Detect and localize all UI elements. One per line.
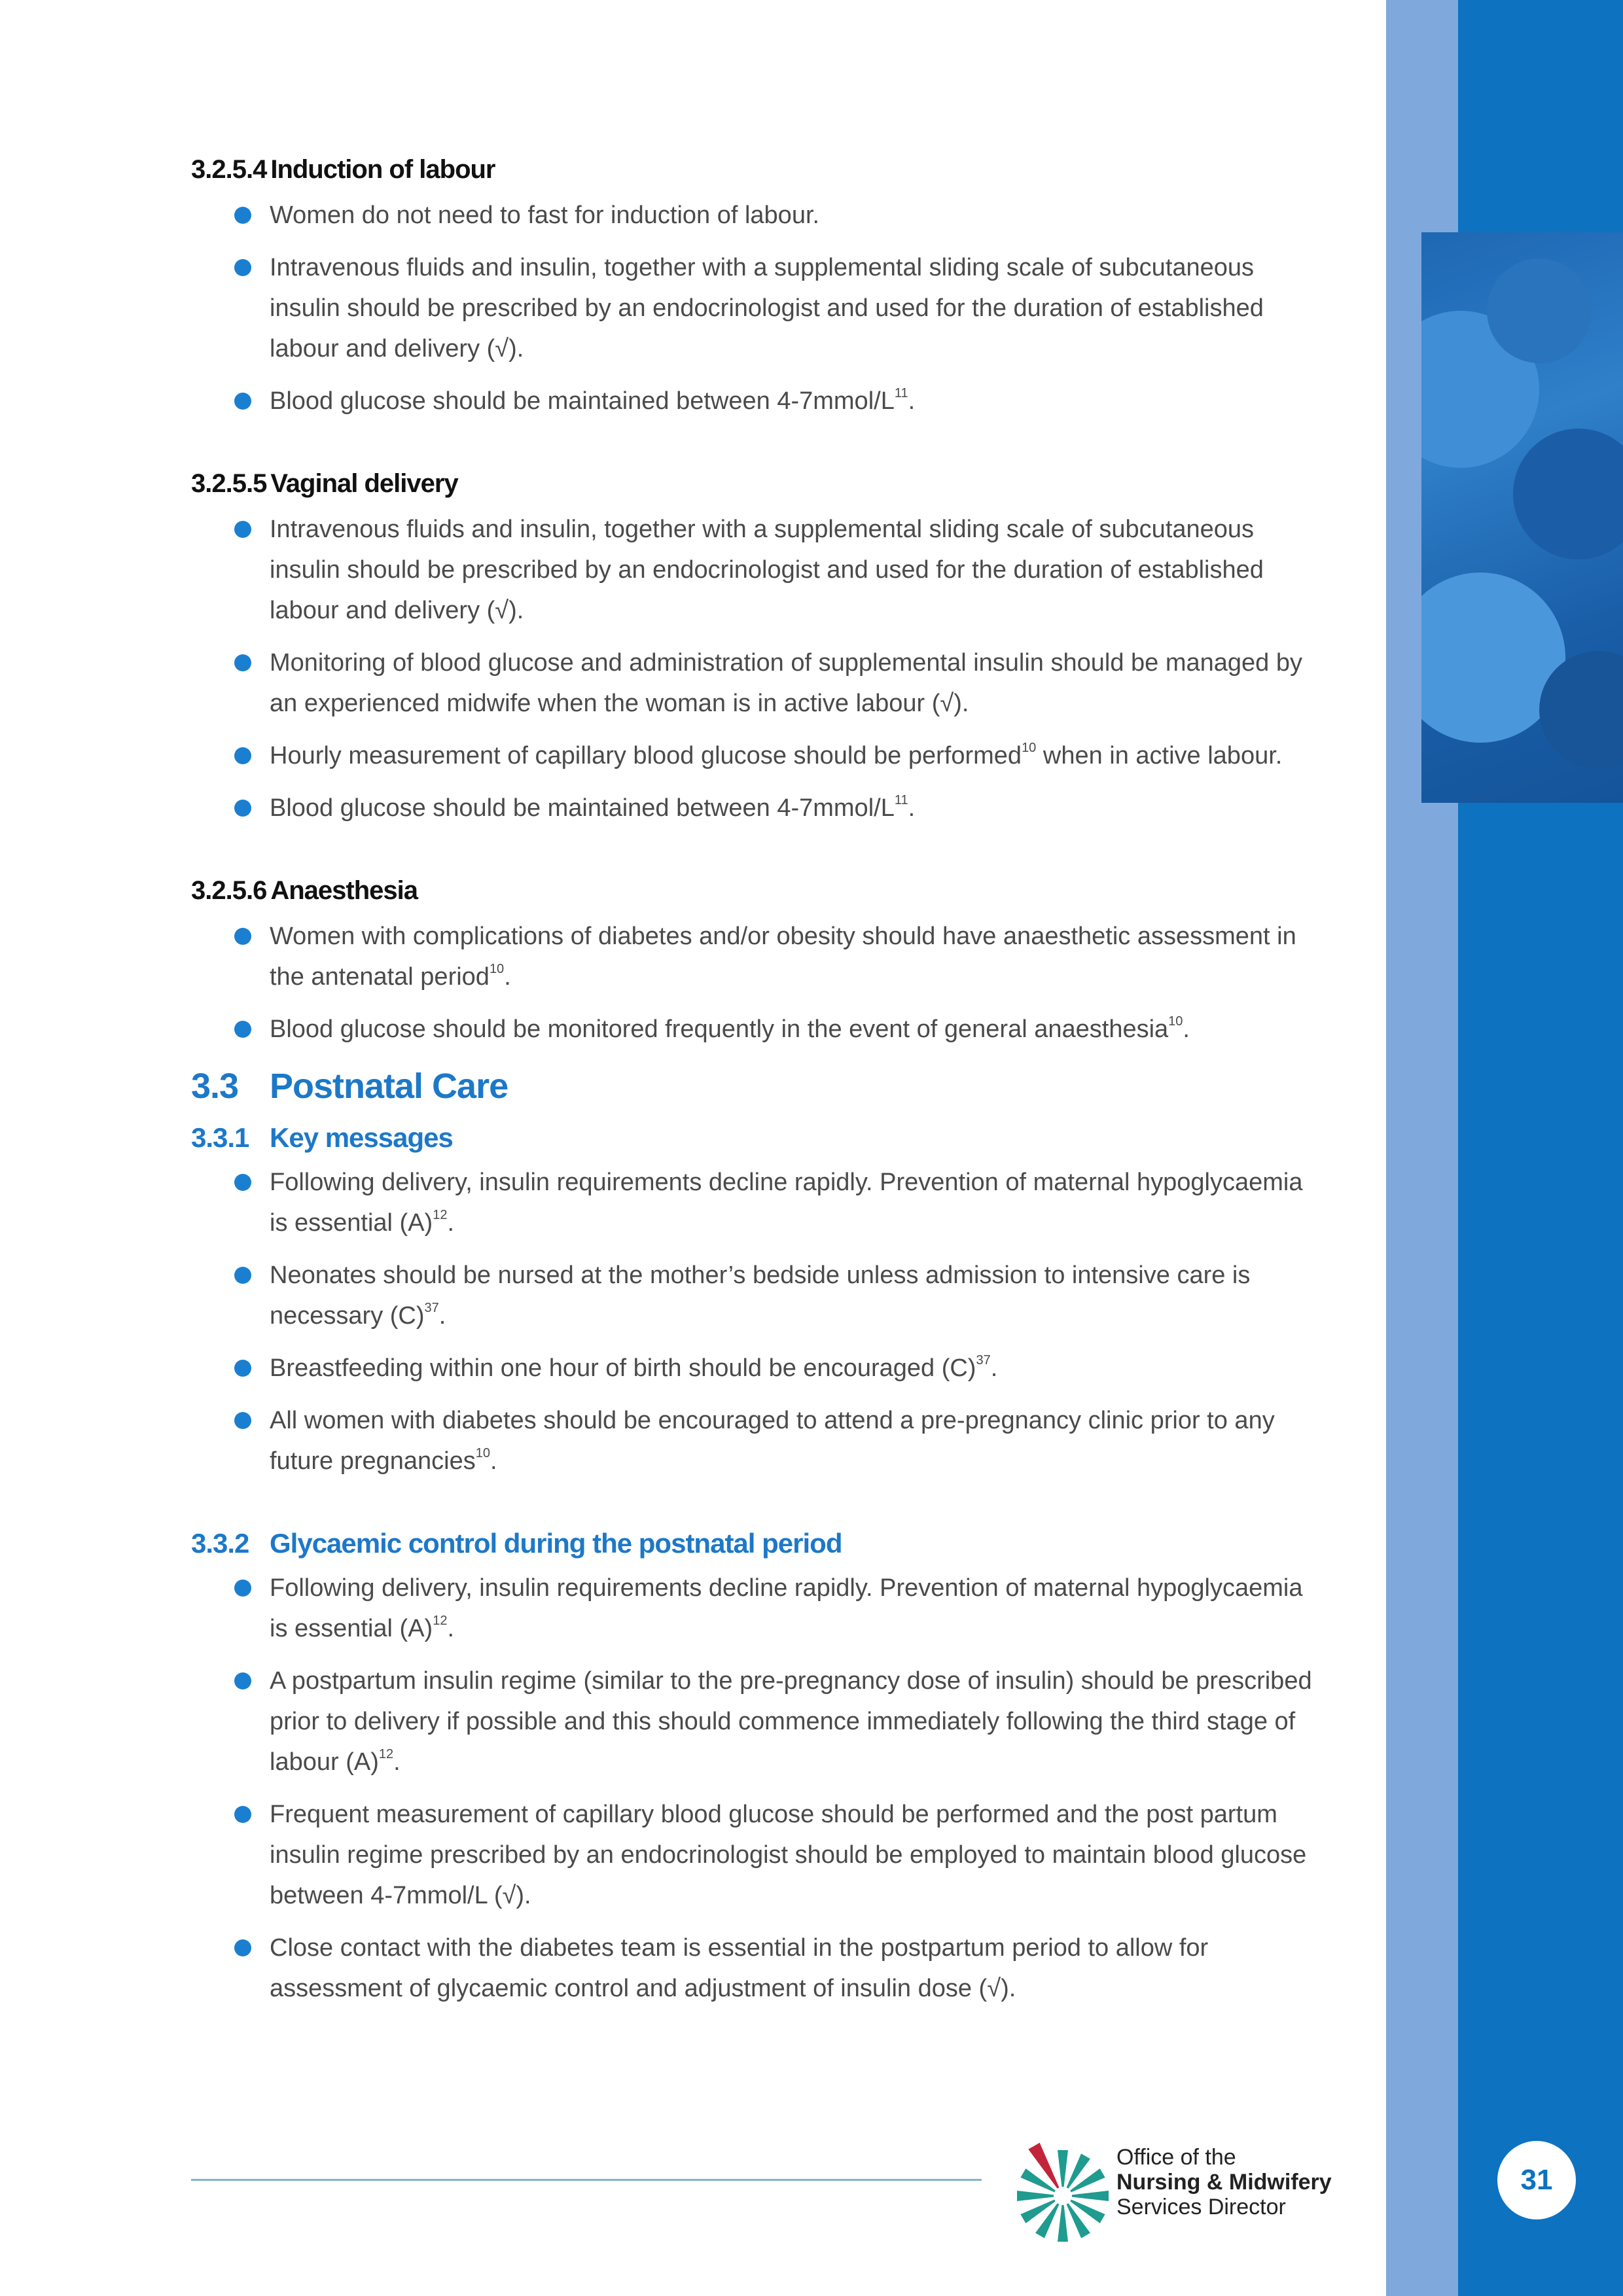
bullet-dot-icon xyxy=(234,654,251,671)
bullet-item xyxy=(191,1348,1323,1388)
bullet-item xyxy=(191,1009,1323,1050)
bullet-dot-icon xyxy=(234,259,251,276)
bullet-dot-icon xyxy=(234,1021,251,1038)
bullet-list xyxy=(191,1162,1323,1481)
section-title: Postnatal Care xyxy=(270,1067,508,1106)
bullet-dot-icon xyxy=(234,928,251,945)
section-gap xyxy=(191,433,1323,463)
reference-superscript: 10 xyxy=(1022,741,1037,755)
bullet-item xyxy=(191,1162,1323,1243)
bullet-tail: . xyxy=(990,1354,998,1382)
section-number: 3.2.5.4 xyxy=(191,155,267,184)
bullet-text: All women with diabetes should be encouraged to attend a pre-pregnancy clinic prior to any future pregnancies xyxy=(270,1407,1275,1475)
puzzle-image xyxy=(1421,232,1623,803)
section-number: 3.2.5.6 xyxy=(191,876,267,905)
bullet-item xyxy=(191,1255,1323,1336)
bullet-item xyxy=(191,735,1323,776)
bullet-text: Following delivery, insulin requirements decline rapidly. Prevention of maternal hypoglycaemia is essential (A) xyxy=(270,1574,1303,1642)
section-number: 3.3 xyxy=(191,1067,239,1106)
section-gap xyxy=(191,1493,1323,1523)
bullet-list xyxy=(191,195,1323,421)
bullet-text: Intravenous fluids and insulin, together with a supplemental sliding scale of subcutaneous insulin should be prescribed by an endocrinologist and used for the duration of established labour and delivery (√). xyxy=(270,254,1264,362)
bullet-item xyxy=(191,381,1323,421)
bullet-dot-icon xyxy=(234,1267,251,1284)
section-gap xyxy=(191,840,1323,870)
bullet-text: Hourly measurement of capillary blood glucose should be performed xyxy=(270,742,1022,769)
section-title: Glycaemic control during the postnatal period xyxy=(270,1528,842,1559)
bullet-text: Monitoring of blood glucose and administration of supplemental insulin should be managed by an experienced midwife when the woman is in active labour (√). xyxy=(270,649,1303,717)
reference-superscript: 37 xyxy=(424,1301,439,1315)
bullet-text: Blood glucose should be maintained between 4-7mmol/L xyxy=(270,387,895,415)
bullet-tail: . xyxy=(393,1748,401,1776)
section-number: 3.3.2 xyxy=(191,1528,249,1559)
bullet-tail: . xyxy=(908,387,916,415)
organization-name xyxy=(1116,2145,1332,2219)
bullet-text: A postpartum insulin regime (similar to the pre-pregnancy dose of insulin) should be prescribed prior to delivery if possible and this should commence immediately following the third stage of labour (A) xyxy=(270,1667,1312,1776)
bullet-text: Women with complications of diabetes and/or obesity should have anaesthetic assessment in the antenatal period xyxy=(270,923,1296,991)
bullet-tail: . xyxy=(447,1615,455,1642)
bullet-item xyxy=(191,1794,1323,1916)
bullet-dot-icon xyxy=(234,1939,251,1956)
organization-logo-icon xyxy=(1004,2130,1122,2248)
bullet-dot-icon xyxy=(234,1174,251,1191)
bullet-text: Following delivery, insulin requirements decline rapidly. Prevention of maternal hypoglycaemia is essential (A) xyxy=(270,1169,1303,1237)
bullet-item xyxy=(191,1928,1323,2009)
bullet-list xyxy=(191,916,1323,1050)
reference-superscript: 12 xyxy=(378,1747,394,1761)
reference-superscript: 12 xyxy=(433,1208,448,1222)
bullet-tail: . xyxy=(438,1302,446,1330)
section-heading xyxy=(191,1118,1323,1158)
reference-superscript: 11 xyxy=(894,793,908,807)
section-heading xyxy=(191,870,1323,911)
reference-superscript: 10 xyxy=(1168,1014,1183,1029)
bullet-item xyxy=(191,916,1323,997)
bullet-item xyxy=(191,1400,1323,1481)
bullet-dot-icon xyxy=(234,1412,251,1429)
bullet-item xyxy=(191,509,1323,631)
section-title: Induction of labour xyxy=(270,155,495,184)
bullet-tail: . xyxy=(490,1447,497,1475)
org-line-1: Office of the xyxy=(1116,2145,1236,2170)
section-title: Key messages xyxy=(270,1122,453,1153)
bullet-tail: . xyxy=(447,1209,455,1237)
section-heading xyxy=(191,1061,1323,1111)
bullet-dot-icon xyxy=(234,747,251,764)
bullet-item xyxy=(191,643,1323,724)
org-line-2: Nursing & Midwifery xyxy=(1116,2170,1332,2195)
reference-superscript: 12 xyxy=(433,1614,448,1628)
bullet-tail: . xyxy=(504,963,511,991)
bullet-text: Breastfeeding within one hour of birth should be encouraged (C) xyxy=(270,1354,976,1382)
bullet-text: Blood glucose should be maintained between 4-7mmol/L xyxy=(270,794,895,822)
bullet-tail: . xyxy=(908,794,916,822)
bullet-tail: . xyxy=(1183,1016,1190,1043)
bullet-text: Neonates should be nursed at the mother’s bedside unless admission to intensive care is necessary (C) xyxy=(270,1262,1251,1330)
bullet-text: Frequent measurement of capillary blood glucose should be performed and the post partum insulin regime prescribed by an endocrinologist should be employed to maintain blood glucose between 4-7mmol/L (√). xyxy=(270,1801,1307,1909)
bullet-dot-icon xyxy=(234,207,251,224)
bullet-text: Women do not need to fast for induction of labour. xyxy=(270,202,820,229)
bullet-item xyxy=(191,1568,1323,1649)
page-number: 31 xyxy=(1497,2141,1576,2219)
reference-superscript: 11 xyxy=(894,386,908,400)
bullet-item xyxy=(191,1661,1323,1782)
section-heading xyxy=(191,1523,1323,1564)
bullet-dot-icon xyxy=(234,1580,251,1597)
section-number: 3.3.1 xyxy=(191,1122,249,1153)
section-heading xyxy=(191,149,1323,190)
reference-superscript: 37 xyxy=(976,1353,991,1368)
section-number: 3.2.5.5 xyxy=(191,469,267,498)
bullet-item xyxy=(191,195,1323,236)
bullet-dot-icon xyxy=(234,521,251,538)
reference-superscript: 10 xyxy=(489,962,505,976)
reference-superscript: 10 xyxy=(475,1446,491,1460)
bullet-text: Intravenous fluids and insulin, together with a supplemental sliding scale of subcutaneous insulin should be prescribed by an endocrinologist and used for the duration of established labour and delivery (√). xyxy=(270,516,1264,624)
bullet-item xyxy=(191,247,1323,369)
org-line-3: Services Director xyxy=(1116,2195,1286,2219)
bullet-list xyxy=(191,509,1323,828)
bullet-tail: when in active labour. xyxy=(1036,742,1283,769)
section-title: Vaginal delivery xyxy=(270,469,458,498)
bullet-dot-icon xyxy=(234,393,251,410)
bullet-text: Close contact with the diabetes team is essential in the postpartum period to allow for assessment of glycaemic control and adjustment of insulin dose (√). xyxy=(270,1934,1209,2002)
document-body xyxy=(191,149,1323,2021)
section-heading xyxy=(191,463,1323,504)
bullet-dot-icon xyxy=(234,1360,251,1377)
bullet-item xyxy=(191,788,1323,828)
section-title: Anaesthesia xyxy=(270,876,418,905)
footer-rule xyxy=(191,2179,982,2181)
bullet-text: Blood glucose should be monitored frequently in the event of general anaesthesia xyxy=(270,1016,1169,1043)
bullet-list xyxy=(191,1568,1323,2009)
bullet-dot-icon xyxy=(234,1672,251,1689)
bullet-dot-icon xyxy=(234,1806,251,1823)
bullet-dot-icon xyxy=(234,800,251,817)
